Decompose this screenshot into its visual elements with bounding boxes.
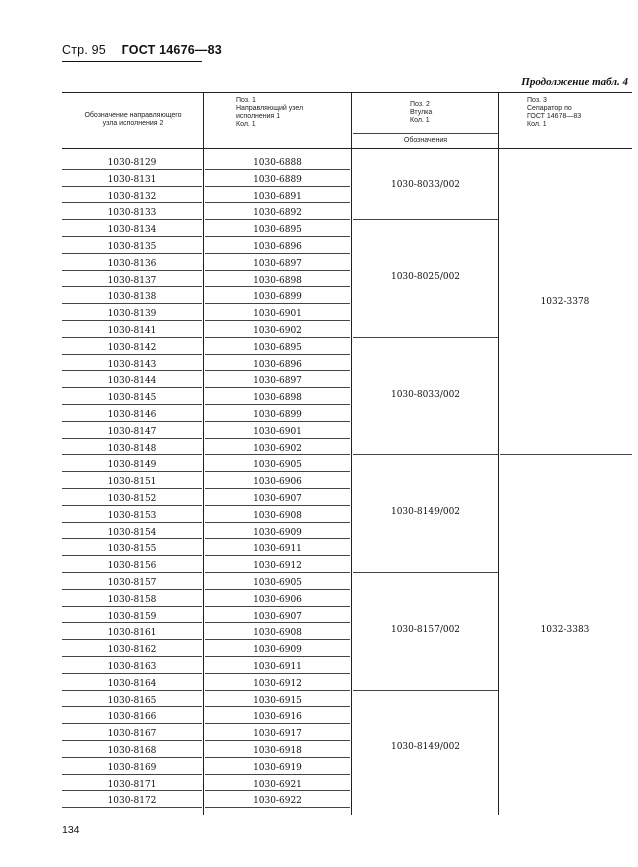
header-col3 [410,101,490,125]
cell-guide-unit: 1030-6898 [253,393,302,404]
row-rule [62,622,202,623]
cell-guide-unit: 1030-6906 [253,477,302,488]
table-top-rule [62,92,632,93]
header-col3-line: Кол. 1 [410,117,430,124]
row-rule [62,606,202,607]
designation-subheader: Обозначения [403,137,448,144]
col-divider-1 [203,92,204,815]
cell-guide-unit: 1030-6888 [253,158,302,168]
row-rule [205,706,350,707]
row-rule [205,807,350,808]
cell-bushing: 1030-8149/002 [390,742,461,753]
cell-guide-assembly: 1030-8132 [107,191,157,202]
cell-guide-assembly: 1030-8142 [107,342,157,353]
row-rule [62,337,202,338]
header-col2 [236,97,348,129]
cell-guide-assembly: 1030-8161 [107,628,157,639]
cell-bushing: 1030-8033/002 [390,389,461,400]
row-rule [205,236,350,237]
row-rule [205,253,350,254]
row-rule [205,488,350,489]
group-rule [353,572,498,573]
cell-guide-assembly: 1030-8144 [107,376,157,387]
cell-guide-assembly: 1030-8165 [107,695,157,706]
cell-guide-assembly: 1030-8151 [107,477,157,488]
cell-guide-unit: 1030-6908 [253,510,302,521]
cell-guide-assembly: 1030-8172 [107,796,157,807]
header-col1-line: узла исполнения 2 [102,120,164,127]
row-rule [62,589,202,590]
row-rule [205,404,350,405]
cell-guide-unit: 1030-6922 [253,796,302,807]
row-rule [205,337,350,338]
cell-guide-unit: 1030-6912 [253,561,302,572]
row-rule [205,219,350,220]
cell-guide-unit: 1030-6891 [253,191,302,202]
header-col4-line: ГОСТ 14678—83 [527,113,582,120]
row-rule [205,790,350,791]
cell-guide-assembly: 1030-8158 [107,594,157,605]
cell-guide-unit: 1030-6906 [253,594,302,605]
row-rule [62,303,202,304]
row-rule [205,303,350,304]
separator-rule [500,454,632,455]
row-rule [205,454,350,455]
cell-guide-assembly: 1030-8149 [107,460,157,471]
header-bottom-rule [62,148,632,149]
table-continuation-label: Продолжение табл. 4 [521,76,628,88]
cell-bushing: 1030-8157/002 [390,624,461,635]
cell-guide-unit: 1030-6896 [253,242,302,252]
cell-guide-unit: 1030-6895 [253,342,302,353]
row-rule [62,723,202,724]
cell-guide-assembly: 1030-8139 [107,309,157,320]
col-divider-2 [351,92,352,815]
row-rule [62,807,202,808]
row-rule [205,757,350,758]
cell-separator: 1032-3378 [540,297,590,308]
group-rule [353,454,498,455]
header-col1 [66,112,200,128]
page-label: Стр. 95 [62,43,106,57]
cell-bushing: 1030-8149/002 [390,507,461,518]
cell-guide-assembly: 1030-8152 [107,494,157,504]
row-rule [205,370,350,371]
row-rule [62,656,202,657]
header-col4 [527,97,627,129]
cell-guide-assembly: 1030-8133 [107,208,157,219]
row-rule [62,572,202,573]
row-rule [62,740,202,741]
cell-guide-assembly: 1030-8138 [107,292,157,303]
cell-guide-unit: 1030-6897 [253,258,302,269]
cell-guide-assembly: 1030-8137 [107,275,157,286]
group-rule [353,690,498,691]
row-rule [205,186,350,187]
cell-guide-unit: 1030-6908 [253,628,302,639]
cell-guide-assembly: 1030-8136 [107,258,157,269]
cell-guide-assembly: 1030-8154 [107,527,157,538]
header-col2-line: Кол. 1 [236,121,256,128]
cell-guide-assembly: 1030-8167 [107,729,157,740]
cell-guide-unit: 1030-6915 [253,695,302,706]
cell-guide-unit: 1030-6895 [253,225,302,236]
row-rule [62,538,202,539]
cell-guide-assembly: 1030-8135 [107,242,157,252]
cell-guide-unit: 1030-6909 [253,645,302,656]
header-col2-line: Поз. 1 [236,97,256,104]
cell-guide-unit: 1030-6918 [253,746,302,756]
cell-guide-assembly: 1030-8131 [107,174,157,185]
cell-guide-unit: 1030-6919 [253,762,302,773]
row-rule [205,723,350,724]
row-rule [205,572,350,573]
row-rule [205,169,350,170]
cell-guide-assembly: 1030-8141 [107,326,157,336]
group-rule [353,337,498,338]
cell-guide-unit: 1030-6901 [253,426,302,437]
cell-guide-assembly: 1030-8129 [107,158,157,168]
row-rule [62,253,202,254]
cell-guide-unit: 1030-6911 [253,544,302,555]
cell-guide-unit: 1030-6905 [253,578,302,588]
cell-guide-unit: 1030-6902 [253,326,302,336]
cell-guide-assembly: 1030-8147 [107,426,157,437]
cell-guide-unit: 1030-6907 [253,494,302,504]
row-rule [62,673,202,674]
row-rule [205,606,350,607]
cell-guide-unit: 1030-6901 [253,309,302,320]
cell-guide-assembly: 1030-8148 [107,443,157,454]
cell-guide-assembly: 1030-8143 [107,359,157,370]
row-rule [205,555,350,556]
row-rule [62,370,202,371]
cell-guide-unit: 1030-6898 [253,275,302,286]
cell-guide-assembly: 1030-8162 [107,645,157,656]
row-rule [62,774,202,775]
cell-guide-unit: 1030-6902 [253,443,302,454]
row-rule [62,202,202,203]
cell-guide-unit: 1030-6896 [253,359,302,370]
cell-guide-assembly: 1030-8168 [107,746,157,756]
cell-guide-unit: 1030-6905 [253,460,302,471]
cell-guide-assembly: 1030-8163 [107,662,157,672]
row-rule [62,555,202,556]
row-rule [205,421,350,422]
header-col1-line: Обозначение направляющего [84,112,182,119]
row-rule [205,387,350,388]
row-rule [62,286,202,287]
row-rule [205,286,350,287]
row-rule [205,673,350,674]
row-rule [205,354,350,355]
standard-number: ГОСТ 14676—83 [121,43,222,57]
cell-guide-unit: 1030-6921 [253,779,302,790]
cell-guide-unit: 1030-6892 [253,208,302,219]
row-rule [205,589,350,590]
cell-guide-assembly: 1030-8145 [107,393,157,404]
row-rule [205,505,350,506]
row-rule [205,471,350,472]
cell-guide-unit: 1030-6899 [253,292,302,303]
cell-guide-assembly: 1030-8169 [107,762,157,773]
row-rule [62,639,202,640]
cell-guide-assembly: 1030-8155 [107,544,157,555]
cell-guide-unit: 1030-6912 [253,678,302,689]
row-rule [62,219,202,220]
cell-guide-unit: 1030-6917 [253,729,302,740]
row-rule [62,320,202,321]
row-rule [62,690,202,691]
header-col2-line: исполнения 1 [236,113,281,120]
row-rule [62,421,202,422]
header-underline [62,61,202,62]
row-rule [62,488,202,489]
cell-bushing: 1030-8025/002 [390,272,461,282]
page-header [62,43,222,57]
cell-bushing: 1030-8033/002 [390,179,461,190]
row-rule [62,186,202,187]
header-col3-line: Втулка [410,109,433,116]
header-col4-line: Поз. 3 [527,97,547,104]
row-rule [62,404,202,405]
row-rule [205,320,350,321]
cell-guide-unit: 1030-6911 [253,662,302,672]
page-number: 134 [62,824,80,836]
row-rule [205,656,350,657]
cell-separator: 1032-3383 [540,624,590,635]
row-rule [62,505,202,506]
row-rule [205,538,350,539]
row-rule [205,690,350,691]
cell-guide-assembly: 1030-8134 [107,225,157,236]
row-rule [205,639,350,640]
row-rule [205,622,350,623]
header-col3-line: Поз. 2 [410,101,430,108]
row-rule [205,438,350,439]
row-rule [62,706,202,707]
row-rule [62,471,202,472]
cell-guide-unit: 1030-6899 [253,410,302,420]
header-col4-line: Кол. 1 [527,121,547,128]
row-rule [205,522,350,523]
row-rule [205,202,350,203]
row-rule [205,774,350,775]
row-rule [62,790,202,791]
cell-guide-assembly: 1030-8171 [107,779,157,790]
cell-guide-unit: 1030-6916 [253,712,302,723]
cell-guide-assembly: 1030-8157 [107,578,157,588]
designation-rule [353,133,498,134]
row-rule [62,522,202,523]
row-rule [62,387,202,388]
group-rule [353,219,498,220]
row-rule [62,757,202,758]
cell-guide-unit: 1030-6907 [253,611,302,622]
cell-guide-assembly: 1030-8164 [107,678,157,689]
header-col4-line: Сепаратор по [527,105,572,112]
cell-guide-unit: 1030-6909 [253,527,302,538]
col-divider-3 [498,92,499,815]
cell-guide-unit: 1030-6889 [253,174,302,185]
cell-guide-assembly: 1030-8146 [107,410,157,420]
row-rule [62,236,202,237]
cell-guide-unit: 1030-6897 [253,376,302,387]
cell-guide-assembly: 1030-8159 [107,611,157,622]
row-rule [205,270,350,271]
row-rule [62,270,202,271]
row-rule [62,438,202,439]
row-rule [62,454,202,455]
row-rule [62,354,202,355]
cell-guide-assembly: 1030-8153 [107,510,157,521]
row-rule [205,740,350,741]
header-col2-line: Направляющий узел [236,105,304,112]
cell-guide-assembly: 1030-8156 [107,561,157,572]
row-rule [62,169,202,170]
cell-guide-assembly: 1030-8166 [107,712,157,723]
